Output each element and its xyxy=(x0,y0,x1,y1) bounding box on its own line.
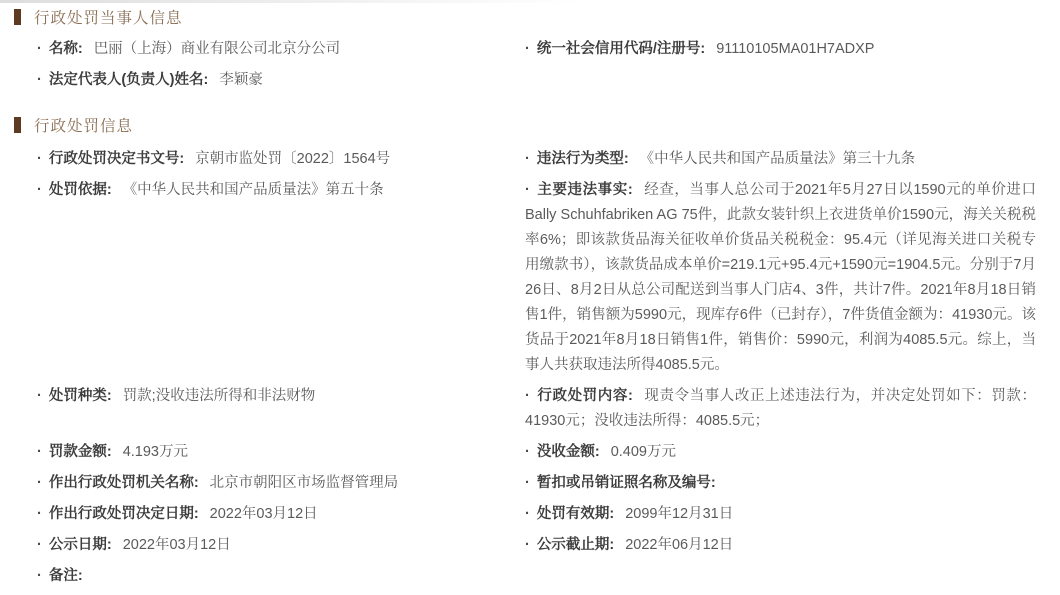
field-value: 4.193万元 xyxy=(122,444,188,460)
field-value: 0.409万元 xyxy=(610,444,676,460)
field-label: 统一社会信用代码/注册号: xyxy=(536,41,706,57)
field-remarks xyxy=(37,564,525,589)
field-main-illegal-facts xyxy=(525,178,1050,378)
item-dot-icon: · xyxy=(525,537,530,553)
field-value: 经查，当事人总公司于2021年5月27日以1590元的单价进口Bally Schuhfabriken AG 75件，此款女装针织上衣进货单价1590元，海关关税税率6%；即该款货品海关征收单价货品关税税金：95.4元（详见海关进口关税专用缴款书），该款货品成本单价=219.1元+95.4元+1590元=1904.5元。分别于7月26日、8月2日从总公司配送到当事人门店4、3件，共计7件。2021年8月18日销售1件，销售额为5990元，现库存6件（已封存），7件货值金额为：41930元。该货品于2021年8月18日销售1件，销售价：5990元，利润为4085.5元。综上，当事人共获取违法所得4085.5元。 xyxy=(525,182,1036,373)
field-value: 李颖豪 xyxy=(219,72,263,88)
field-penalty-validity-date xyxy=(525,502,1050,527)
section-title: 行政处罚当事人信息 xyxy=(34,10,183,27)
section-bullet-icon xyxy=(14,117,21,133)
item-dot-icon: · xyxy=(37,182,42,198)
section-penalty-header xyxy=(14,114,1050,136)
field-label: 罚款金额: xyxy=(48,444,112,460)
item-dot-icon: · xyxy=(525,388,530,404)
field-label: 作出行政处罚决定日期: xyxy=(48,506,199,522)
field-label: 处罚有效期: xyxy=(536,506,615,522)
field-legal-representative xyxy=(37,68,525,93)
table-row xyxy=(37,37,1050,68)
table-row xyxy=(37,533,1050,564)
section-title: 行政处罚信息 xyxy=(34,118,134,135)
field-value: 2099年12月31日 xyxy=(625,506,734,522)
field-label: 法定代表人(负责人)姓名: xyxy=(48,72,209,88)
field-value: 2022年03月12日 xyxy=(209,506,318,522)
field-label: 处罚依据: xyxy=(48,182,112,198)
section-bullet-icon xyxy=(14,9,21,25)
section-party-info xyxy=(14,6,1050,99)
item-dot-icon: · xyxy=(37,568,42,584)
field-label: 暂扣或吊销证照名称及编号: xyxy=(536,475,716,491)
field-label: 作出行政处罚机关名称: xyxy=(48,475,199,491)
item-dot-icon: · xyxy=(37,475,42,491)
field-value: 京朝市监处罚〔2022〕1564号 xyxy=(195,151,391,167)
table-row xyxy=(37,384,1050,440)
field-value: 罚款;没收违法所得和非法财物 xyxy=(122,388,316,404)
item-dot-icon: · xyxy=(37,506,42,522)
item-dot-icon: · xyxy=(37,151,42,167)
item-dot-icon: · xyxy=(37,41,42,57)
table-row xyxy=(37,564,1050,595)
field-label: 主要违法事实: xyxy=(536,182,633,198)
field-value: 巴丽（上海）商业有限公司北京分公司 xyxy=(93,41,341,57)
field-penalty-content xyxy=(525,384,1050,434)
field-fine-amount xyxy=(37,440,525,465)
field-label: 行政处罚决定书文号: xyxy=(48,151,185,167)
table-row xyxy=(37,178,1050,384)
field-label: 备注: xyxy=(48,568,83,584)
table-row xyxy=(37,440,1050,471)
item-dot-icon: · xyxy=(525,151,530,167)
item-dot-icon: · xyxy=(525,444,530,460)
field-label: 公示日期: xyxy=(48,537,112,553)
field-credit-code xyxy=(525,37,1050,62)
field-value: 《中华人民共和国产品质量法》第五十条 xyxy=(122,182,384,198)
field-label: 违法行为类型: xyxy=(536,151,629,167)
field-license-revocation xyxy=(525,471,1050,496)
field-label: 没收金额: xyxy=(536,444,600,460)
item-dot-icon: · xyxy=(37,444,42,460)
section-party-header xyxy=(14,6,1050,28)
table-row xyxy=(37,147,1050,178)
field-penalty-category xyxy=(37,384,525,409)
field-confiscation-amount xyxy=(525,440,1050,465)
field-value: 2022年03月12日 xyxy=(122,537,231,553)
field-publicity-date xyxy=(37,533,525,558)
field-value: 《中华人民共和国产品质量法》第三十九条 xyxy=(639,151,916,167)
field-penalty-authority xyxy=(37,471,525,496)
field-decision-date xyxy=(37,502,525,527)
field-violation-type xyxy=(525,147,1050,172)
table-row xyxy=(37,471,1050,502)
party-info-rows xyxy=(37,37,1050,99)
field-label: 处罚种类: xyxy=(48,388,112,404)
field-label: 名称: xyxy=(48,41,83,57)
field-publicity-end-date xyxy=(525,533,1050,558)
field-value: 2022年06月12日 xyxy=(625,537,734,553)
item-dot-icon: · xyxy=(37,72,42,88)
field-value: 现责令当事人改正上述违法行为，并决定处罚如下：罚款：41930元；没收违法所得：4085.5元； xyxy=(525,388,1037,429)
field-value: 91110105MA01H7ADXP xyxy=(716,41,875,57)
table-row xyxy=(37,68,1050,99)
item-dot-icon: · xyxy=(525,182,530,198)
item-dot-icon: · xyxy=(37,388,42,404)
item-dot-icon: · xyxy=(525,506,530,522)
field-value: 北京市朝阳区市场监督管理局 xyxy=(209,475,399,491)
field-decision-doc-number xyxy=(37,147,525,172)
table-row xyxy=(37,502,1050,533)
section-penalty-info xyxy=(14,114,1050,595)
field-label: 公示截止期: xyxy=(536,537,615,553)
item-dot-icon: · xyxy=(37,537,42,553)
field-penalty-basis xyxy=(37,178,525,203)
penalty-info-rows xyxy=(37,147,1050,595)
item-dot-icon: · xyxy=(525,41,530,57)
field-name xyxy=(37,37,525,62)
item-dot-icon: · xyxy=(525,475,530,491)
field-label: 行政处罚内容: xyxy=(536,388,633,404)
